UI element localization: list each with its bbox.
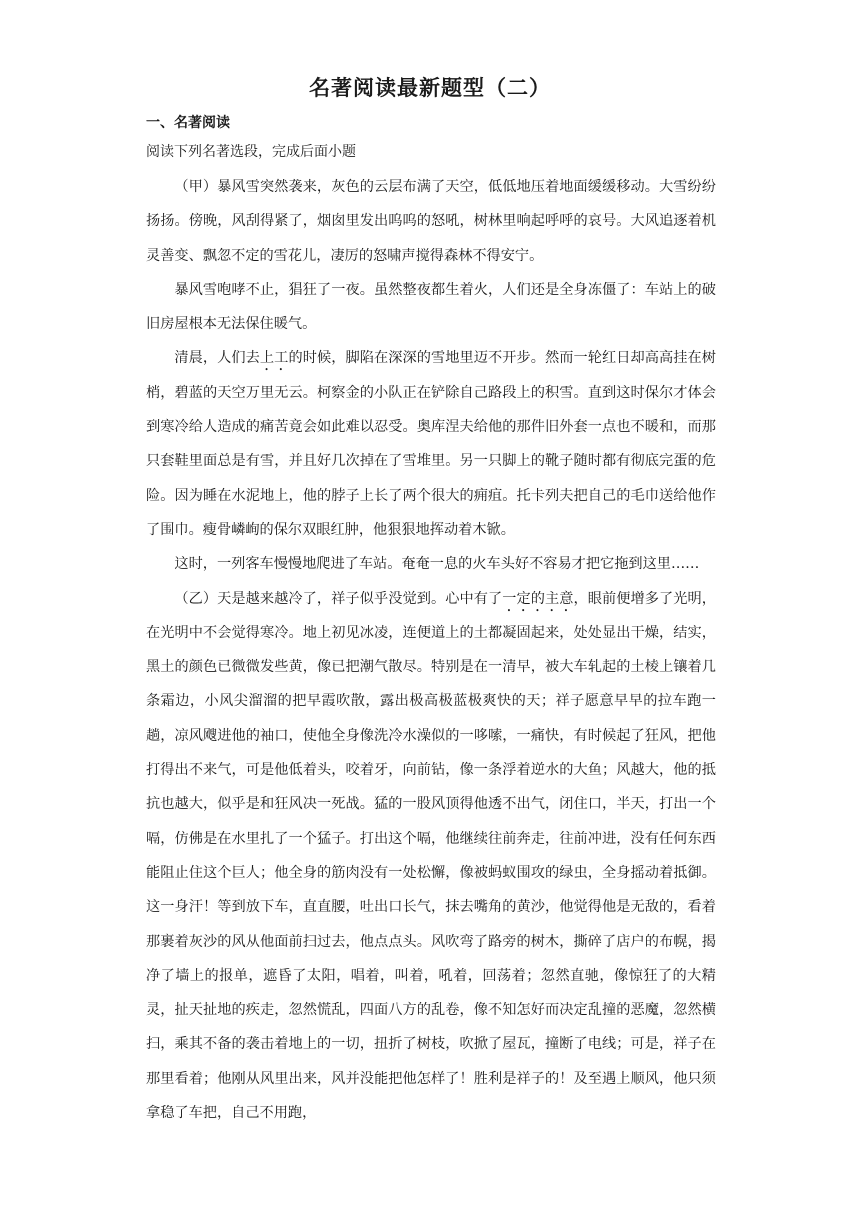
passage-jia-paragraph-2: 暴风雪咆哮不止，猖狂了一夜。虽然整夜都生着火，人们还是全身冻僵了：车站上的破旧房屋根本无法保住暖气。	[146, 281, 716, 333]
reading-instruction: 阅读下列名著选段，完成后面小题	[146, 144, 356, 160]
passage-text: ，眼前便增多了光明，在光明中不会觉得寒冷。地上初见冰凌，连便道上的土都凝固起来，处处显出干燥，结实，黑土的颜色已微微发些黄，像已把潮气散尽。特别是在一清早，被大车轧起的土棱上镶着几条霜边，小风尖溜溜的把早霞吹散，露出极高极蓝极爽快的天；祥子愿意早早的拉车跑一趟，凉风飕进他的袖口，使他全身像洗冷水澡似的一哆嗦，一痛快，有时候起了狂风，把他打得出不来气，可是他低着头，咬着牙，向前钻，像一条浮着逆水的大鱼；风越大，他的抵抗也越大，似乎是和狂风决一死战。猛的一股风顶得他透不出气，闭住口，半天，打出一个嗝，仿佛是在水里扎了一个猛子。打出这个嗝，他继续往前奔走，往前冲进，没有任何东西能阻止住这个巨人；他全身的筋肉没有一处松懈，像被蚂蚁围攻的绿虫，全身摇动着抵御。这一身汗！等到放下车，直直腰，吐出口长气，抹去嘴角的黄沙，他觉得他是无敌的，看着那裹着灰沙的风从他面前扫过去，他点点头。风吹弯了路旁的树木，撕碎了店户的布幌，揭净了墙上的报单，遮昏了太阳，唱着，叫着，吼着，回荡着；忽然直驰，像惊狂了的大精灵，扯天扯地的疾走，忽然慌乱，四面八方的乱卷，像不知怎好而决定乱撞的恶魔，忽然横扫，乘其不备的袭击着地上的一切，扭折了树枝，吹掀了屋瓦，撞断了电线；可是，祥子在那里看着；他刚从风里出来，风并没能把他怎样了！胜利是祥子的！及至遇上顺风，他只须拿稳了车把，自己不用跑，	[146, 590, 716, 1122]
passage-jia-paragraph-4: 这时，一列客车慢慢地爬进了车站。奄奄一息的火车头好不容易才把它拖到这里……	[174, 556, 700, 573]
passage-yi-paragraph-1	[146, 582, 716, 1131]
passage-jia-paragraph-3	[146, 341, 716, 547]
emphasized-phrase: 一定的主意	[502, 590, 574, 607]
section-heading: 一、名著阅读	[146, 115, 230, 131]
passage-body	[146, 170, 716, 1130]
passage-text: （乙）天是越来越冷了，祥子似乎没觉到。心中有了	[174, 590, 503, 607]
passage-jia-paragraph-1: （甲）暴风雪突然袭来，灰色的云层布满了天空，低低地压着地面缓缓移动。大雪纷纷扬扬。傍晚，风刮得紧了，烟囱里发出呜呜的怒吼，树林里响起呼呼的哀号。大风追逐着机灵善变、飘忽不定的雪花儿，凄厉的怒啸声搅得森林不得安宁。	[146, 179, 716, 264]
emphasized-word: 上工	[259, 350, 289, 367]
passage-text: 清晨，人们去	[174, 350, 260, 367]
document-title: 名著阅读最新题型（二）	[309, 76, 551, 100]
passage-text: 的时候，脚陷在深深的雪地里迈不开步。然而一轮红日却高高挂在树梢，碧蓝的天空万里无云。柯察金的小队正在铲除自己路段上的积雪。直到这时保尔才体会到寒冷给人造成的痛苦竟会如此难以忍受。奥库涅夫给他的那件旧外套一点也不暖和，而那只套鞋里面总是有雪，并且好几次掉在了雪堆里。另一只脚上的靴子随时都有彻底完蛋的危险。因为睡在水泥地上，他的脖子上长了两个很大的痈疽。托卡列夫把自己的毛巾送给他作了围巾。瘦骨嶙峋的保尔双眼红肿，他狠狠地挥动着木锨。	[146, 350, 716, 538]
